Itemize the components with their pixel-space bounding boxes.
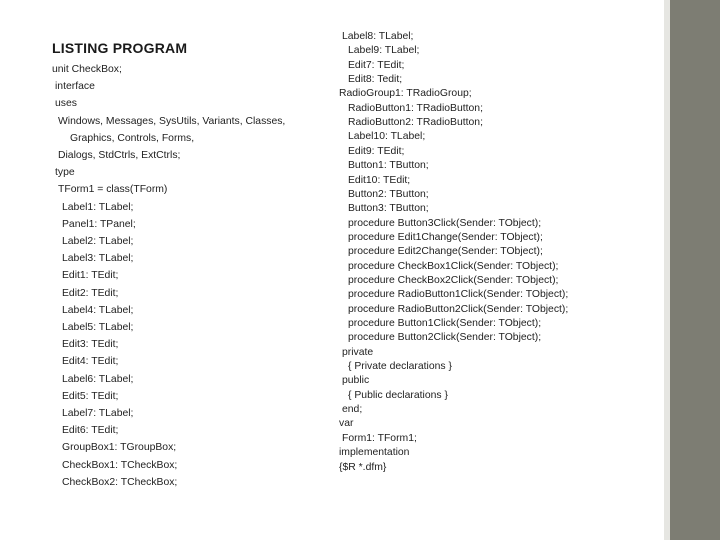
code-left-line: Windows, Messages, SysUtils, Variants, Classes, bbox=[58, 115, 286, 127]
code-right-line: procedure Button3Click(Sender: TObject); bbox=[348, 217, 542, 229]
code-right-line: { Private declarations } bbox=[348, 361, 452, 373]
code-right-line: implementation bbox=[339, 447, 410, 459]
code-left-line: Label3: TLabel; bbox=[62, 253, 134, 265]
code-right-line: procedure Edit2Change(Sender: TObject); bbox=[348, 246, 543, 258]
code-left-line: unit CheckBox; bbox=[52, 64, 122, 75]
code-right-line: Edit7: TEdit; bbox=[348, 59, 405, 71]
code-right-line: Button1: TButton; bbox=[348, 160, 429, 172]
code-left-line: Label1: TLabel; bbox=[62, 201, 134, 213]
code-left-line: Label4: TLabel; bbox=[62, 304, 134, 316]
code-right-line: Label9: TLabel; bbox=[348, 45, 420, 57]
code-left-line: Edit4: TEdit; bbox=[62, 356, 119, 368]
code-right-line: procedure CheckBox2Click(Sender: TObject); bbox=[348, 274, 559, 286]
code-left-line: Dialogs, StdCtrls, ExtCtrls; bbox=[58, 150, 181, 161]
code-right-line: procedure RadioButton1Click(Sender: TObject); bbox=[348, 289, 569, 301]
code-right-line: RadioButton2: TRadioButton; bbox=[348, 117, 483, 129]
code-right-line: procedure CheckBox1Click(Sender: TObject); bbox=[348, 260, 559, 272]
right-decorative-bar bbox=[670, 0, 720, 540]
code-right-line: { Public declarations } bbox=[348, 389, 448, 401]
code-right-line: private bbox=[342, 346, 374, 358]
code-right-line: Edit10: TEdit; bbox=[348, 174, 411, 186]
code-right-line: Edit8: Tedit; bbox=[348, 74, 403, 86]
code-left-line: Edit6: TEdit; bbox=[62, 425, 119, 437]
code-left-line: Edit3: TEdit; bbox=[62, 339, 119, 351]
code-right-line: procedure Button1Click(Sender: TObject); bbox=[348, 318, 542, 329]
code-left-line: Edit5: TEdit; bbox=[62, 390, 119, 402]
code-left-line: Panel1: TPanel; bbox=[62, 218, 136, 230]
code-right-line: Button3: TButton; bbox=[348, 203, 429, 215]
slide-title: LISTING PROGRAM bbox=[52, 40, 188, 56]
code-left-line: type bbox=[55, 167, 75, 179]
code-right-line: RadioGroup1: TRadioGroup; bbox=[339, 88, 472, 100]
code-left-line: CheckBox2: TCheckBox; bbox=[62, 476, 178, 488]
code-left-line: interface bbox=[55, 81, 95, 93]
code-right-line: Button2: TButton; bbox=[348, 188, 429, 200]
code-right-line: procedure RadioButton2Click(Sender: TObject); bbox=[348, 303, 569, 315]
code-right-line: procedure Button2Click(Sender: TObject); bbox=[348, 332, 542, 344]
code-right-line: public bbox=[342, 375, 370, 387]
code-left-line: uses bbox=[55, 98, 77, 110]
code-right-line: Form1: TForm1; bbox=[342, 432, 417, 444]
code-right-line: {$R *.dfm} bbox=[339, 461, 387, 473]
code-right-line: procedure Edit1Change(Sender: TObject); bbox=[348, 231, 543, 243]
code-left-line: Label5: TLabel; bbox=[62, 322, 134, 333]
code-left-line: Graphics, Controls, Forms, bbox=[70, 132, 195, 144]
code-right-line: Label10: TLabel; bbox=[348, 131, 426, 143]
code-right-line: Edit9: TEdit; bbox=[348, 145, 405, 157]
code-left-line: GroupBox1: TGroupBox; bbox=[62, 442, 177, 454]
code-left-line: TForm1 = class(TForm) bbox=[58, 184, 168, 196]
code-left-line: Label2: TLabel; bbox=[62, 236, 134, 247]
code-left-line: CheckBox1: TCheckBox; bbox=[62, 459, 178, 471]
code-right-line: end; bbox=[342, 404, 363, 416]
code-left-line: Label7: TLabel; bbox=[62, 408, 134, 419]
code-left-line: Label6: TLabel; bbox=[62, 373, 134, 385]
code-right-line: Label8: TLabel; bbox=[342, 31, 414, 42]
code-left-line: Edit1: TEdit; bbox=[62, 270, 119, 282]
code-right-line: RadioButton1: TRadioButton; bbox=[348, 102, 483, 114]
code-right-line: var bbox=[339, 418, 354, 430]
code-left-line: Edit2: TEdit; bbox=[62, 287, 119, 299]
